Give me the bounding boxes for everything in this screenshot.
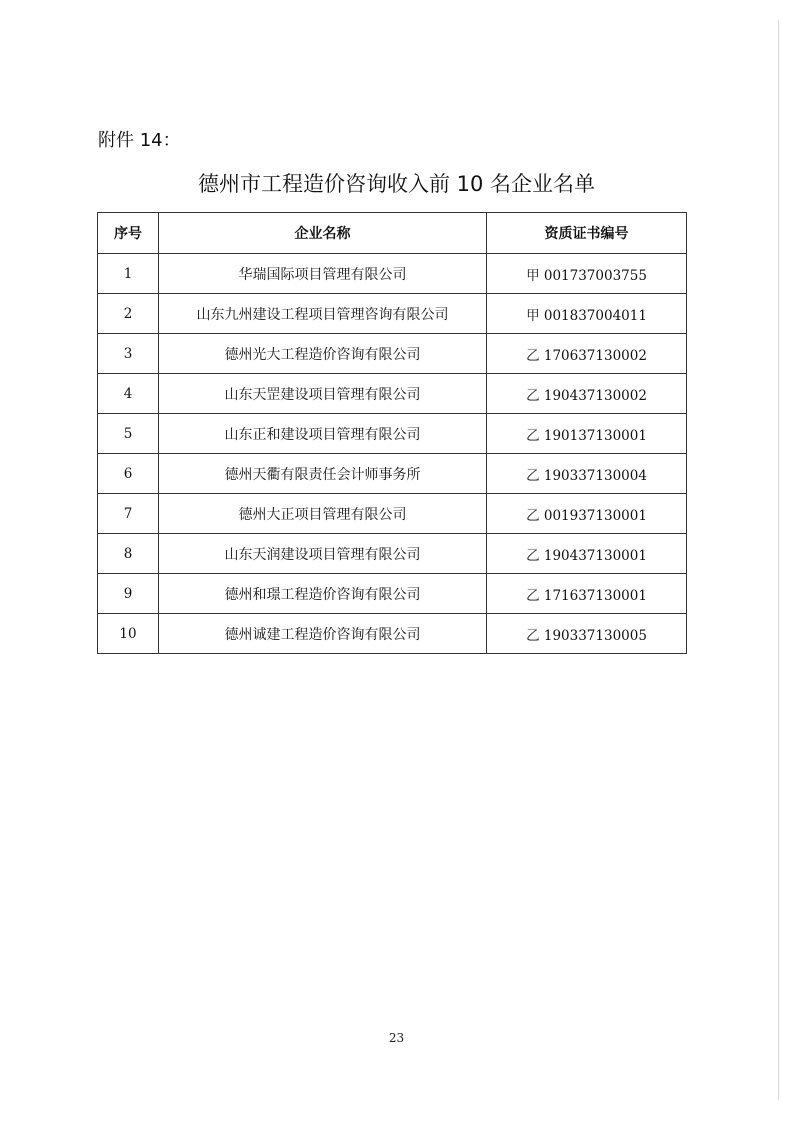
page-number: 23 <box>388 1031 405 1045</box>
row-certificate-number: 乙 190437130002 <box>487 374 687 414</box>
row-certificate-number: 乙 170637130002 <box>487 334 687 374</box>
table-row <box>98 254 687 294</box>
row-serial-number: 5 <box>98 414 159 454</box>
row-serial-number: 7 <box>98 494 159 534</box>
row-serial-number: 6 <box>98 454 159 494</box>
row-company-name: 德州大正项目管理有限公司 <box>159 494 487 534</box>
table-row <box>98 294 687 334</box>
table-row <box>98 414 687 454</box>
table-header-row <box>98 213 687 254</box>
row-serial-number: 1 <box>98 254 159 294</box>
row-serial-number: 2 <box>98 294 159 334</box>
row-company-name: 山东正和建设项目管理有限公司 <box>159 414 487 454</box>
row-company-name: 德州诚建工程造价咨询有限公司 <box>159 614 487 654</box>
row-company-name: 山东天润建设项目管理有限公司 <box>159 534 487 574</box>
table-row <box>98 494 687 534</box>
header-company-name: 企业名称 <box>159 213 487 254</box>
row-certificate-number: 乙 190337130004 <box>487 454 687 494</box>
row-company-name: 德州光大工程造价咨询有限公司 <box>159 334 487 374</box>
row-certificate-number: 乙 190337130005 <box>487 614 687 654</box>
row-serial-number: 10 <box>98 614 159 654</box>
attachment-label: 附件 14： <box>98 130 181 151</box>
row-company-name: 德州天衢有限责任会计师事务所 <box>159 454 487 494</box>
table-row <box>98 574 687 614</box>
row-certificate-number: 乙 171637130001 <box>487 574 687 614</box>
table-row <box>98 534 687 574</box>
row-serial-number: 3 <box>98 334 159 374</box>
company-table <box>97 212 687 654</box>
table-row <box>98 614 687 654</box>
table-row <box>98 334 687 374</box>
row-serial-number: 9 <box>98 574 159 614</box>
row-company-name: 山东天罡建设项目管理有限公司 <box>159 374 487 414</box>
document-title: 德州市工程造价咨询收入前 10 名企业名单 <box>197 172 596 196</box>
row-certificate-number: 乙 001937130001 <box>487 494 687 534</box>
table-row <box>98 454 687 494</box>
row-company-name: 山东九州建设工程项目管理咨询有限公司 <box>159 294 487 334</box>
row-company-name: 华瑞国际项目管理有限公司 <box>159 254 487 294</box>
row-certificate-number: 甲 001737003755 <box>487 254 687 294</box>
table-row <box>98 374 687 414</box>
row-certificate-number: 乙 190437130001 <box>487 534 687 574</box>
row-serial-number: 4 <box>98 374 159 414</box>
row-certificate-number: 甲 001837004011 <box>487 294 687 334</box>
row-serial-number: 8 <box>98 534 159 574</box>
header-certificate-number: 资质证书编号 <box>487 213 687 254</box>
header-serial-number: 序号 <box>98 213 159 254</box>
row-company-name: 德州和璟工程造价咨询有限公司 <box>159 574 487 614</box>
row-certificate-number: 乙 190137130001 <box>487 414 687 454</box>
